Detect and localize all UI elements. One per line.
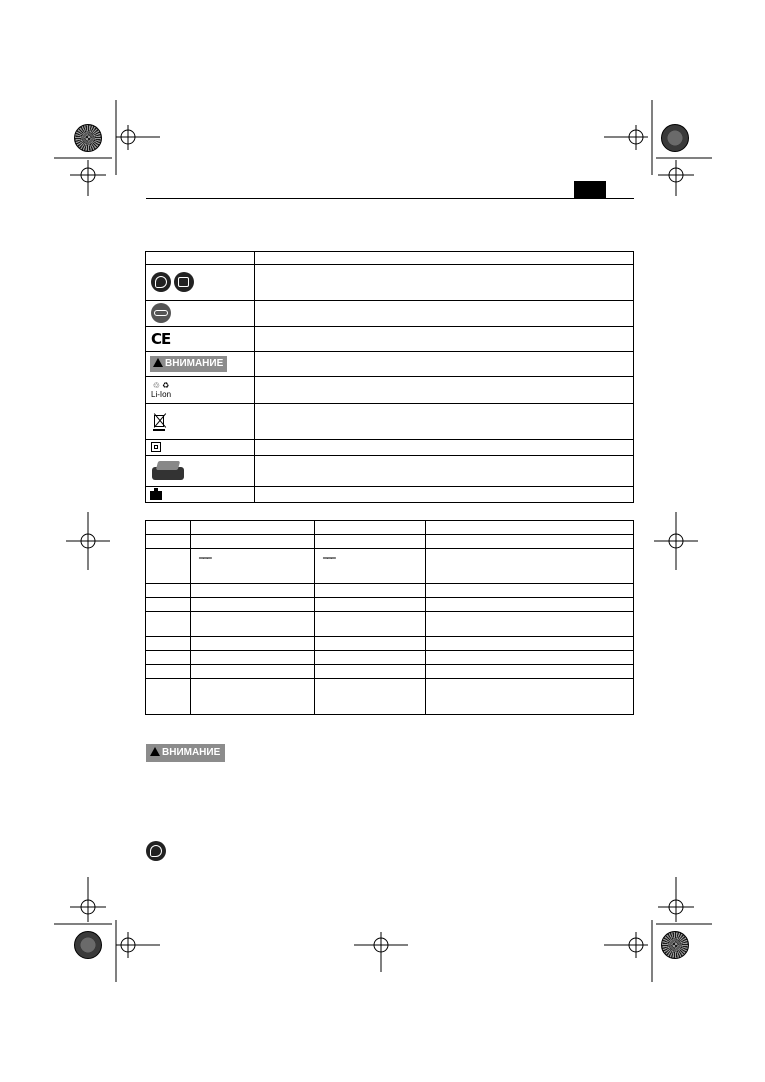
table-cell bbox=[255, 301, 634, 327]
book-info-icon bbox=[174, 272, 194, 292]
table-row bbox=[146, 404, 634, 440]
table-header-cell bbox=[191, 521, 315, 535]
table-row bbox=[146, 651, 634, 665]
header-rule bbox=[146, 198, 634, 199]
read-note-section bbox=[146, 841, 166, 866]
language-tab bbox=[574, 181, 606, 198]
dc-voltage-icon: ═══ bbox=[323, 555, 335, 562]
charger-icon bbox=[151, 459, 185, 481]
table-row bbox=[146, 598, 634, 612]
plug-icon bbox=[151, 303, 171, 323]
table-cell bbox=[255, 352, 634, 377]
table-cell bbox=[255, 404, 634, 440]
table-cell bbox=[255, 327, 634, 352]
table-cell bbox=[255, 265, 634, 301]
table-row bbox=[146, 377, 634, 404]
warning-triangle-icon bbox=[153, 358, 163, 367]
table-cell bbox=[255, 456, 634, 487]
warning-badge: ВНИМАНИЕ bbox=[150, 356, 227, 372]
table-row bbox=[146, 637, 634, 651]
table-header-row bbox=[146, 521, 634, 535]
li-ion-recycle-icon: ♲ ♻ Li-Ion bbox=[151, 381, 172, 399]
table-row bbox=[146, 487, 634, 503]
dc-voltage-icon: ═══ bbox=[199, 555, 211, 562]
warning-section bbox=[146, 742, 225, 762]
crossed-bin-icon bbox=[151, 411, 167, 431]
table-cell bbox=[255, 487, 634, 503]
table-row bbox=[146, 584, 634, 598]
table-row bbox=[146, 549, 634, 584]
table-header-cell bbox=[146, 521, 191, 535]
table-row bbox=[146, 265, 634, 301]
table-cell bbox=[255, 377, 634, 404]
warning-badge: ВНИМАНИЕ bbox=[146, 744, 225, 762]
read-manual-icon bbox=[151, 272, 171, 292]
table-row bbox=[146, 612, 634, 637]
symbols-table bbox=[145, 251, 634, 503]
table-header-cell bbox=[255, 252, 634, 265]
tech-data-table bbox=[145, 520, 634, 715]
table-header-cell bbox=[315, 521, 426, 535]
table-header-cell bbox=[426, 521, 634, 535]
read-manual-icon bbox=[146, 841, 166, 861]
table-header-cell bbox=[146, 252, 255, 265]
table-row bbox=[146, 301, 634, 327]
table-header-row bbox=[146, 252, 634, 265]
double-insulation-icon bbox=[151, 442, 161, 452]
table-row bbox=[146, 352, 634, 377]
table-cell bbox=[255, 440, 634, 456]
table-row bbox=[146, 679, 634, 715]
table-row bbox=[146, 535, 634, 549]
warning-triangle-icon bbox=[150, 747, 160, 756]
table-row bbox=[146, 456, 634, 487]
table-row bbox=[146, 327, 634, 352]
table-row bbox=[146, 665, 634, 679]
table-row bbox=[146, 440, 634, 456]
weight-icon bbox=[150, 488, 162, 500]
ce-mark-icon: CE bbox=[151, 330, 171, 348]
